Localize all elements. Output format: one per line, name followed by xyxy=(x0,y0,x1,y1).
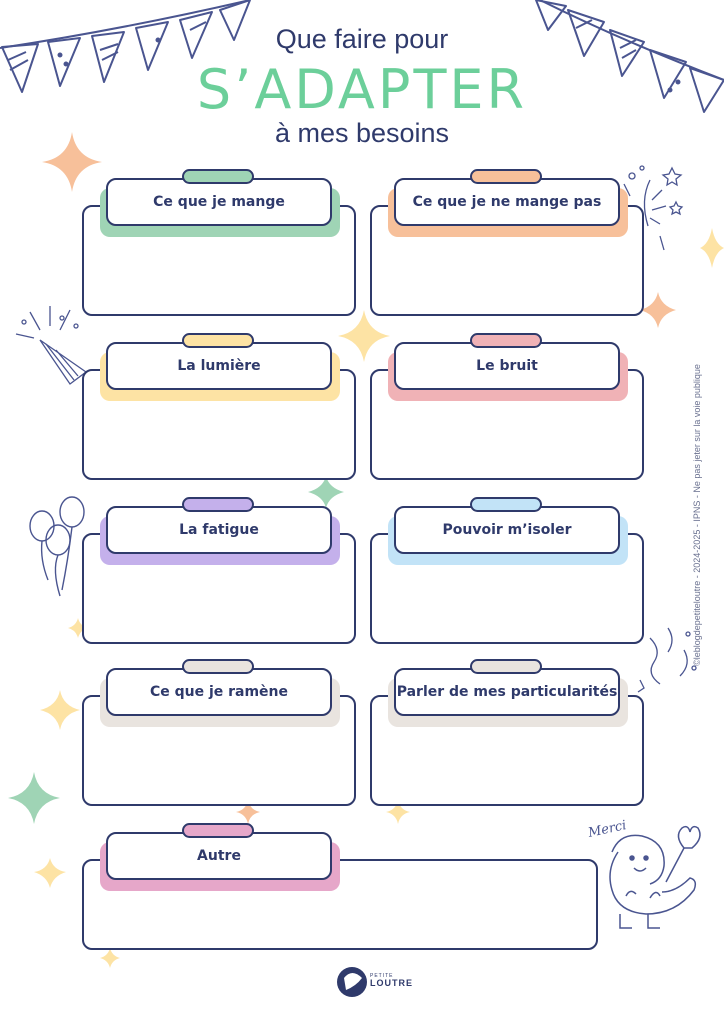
streamers-icon xyxy=(638,628,696,692)
title-main: S’ADAPTER xyxy=(196,58,528,121)
card-ce-que-je-ramene xyxy=(82,668,356,806)
card-pill xyxy=(182,823,254,838)
card-pill xyxy=(470,497,542,512)
party-popper-icon xyxy=(16,306,86,384)
card-label: Ce que je ramène xyxy=(106,668,332,716)
card-pill xyxy=(470,169,542,184)
card-pill xyxy=(470,659,542,674)
dinosaur-icon xyxy=(610,827,700,928)
card-pill xyxy=(470,333,542,348)
card-label: La fatigue xyxy=(106,506,332,554)
card-label: La lumière xyxy=(106,342,332,390)
card-label: Pouvoir m’isoler xyxy=(394,506,620,554)
card-autre xyxy=(82,832,598,950)
card-le-bruit xyxy=(370,342,644,480)
card-label: Ce que je mange xyxy=(106,178,332,226)
card-ce-que-je-mange xyxy=(82,178,356,316)
card-label: Ce que je ne mange pas xyxy=(394,178,620,226)
petite-loutre-logo xyxy=(337,966,413,996)
logo-small-text: PETITE xyxy=(370,973,394,979)
balloons-icon xyxy=(30,497,84,596)
title-line-1: Que faire pour xyxy=(275,24,449,54)
card-la-lumiere xyxy=(82,342,356,480)
card-label: Parler de mes particularités xyxy=(394,668,620,716)
logo-big-text: LOUTRE xyxy=(370,978,413,988)
card-pill xyxy=(182,169,254,184)
card-ce-que-je-ne-mange-pas xyxy=(370,178,644,316)
card-pill xyxy=(182,497,254,512)
logo-text xyxy=(370,974,413,988)
copyright-notice: ©leblogdepetiteloutre - 2024-2025 - IPNS - Ne pas jeter sur la voie publique xyxy=(692,364,702,666)
card-pill xyxy=(182,333,254,348)
merci-label: Merci xyxy=(586,818,628,841)
card-pill xyxy=(182,659,254,674)
card-parler-de-mes-particularites xyxy=(370,668,644,806)
title-line-3: à mes besoins xyxy=(274,118,450,148)
card-la-fatigue xyxy=(82,506,356,644)
card-pouvoir-m-isoler xyxy=(370,506,644,644)
logo-spacer xyxy=(337,966,367,996)
card-label: Le bruit xyxy=(394,342,620,390)
card-label: Autre xyxy=(106,832,332,880)
